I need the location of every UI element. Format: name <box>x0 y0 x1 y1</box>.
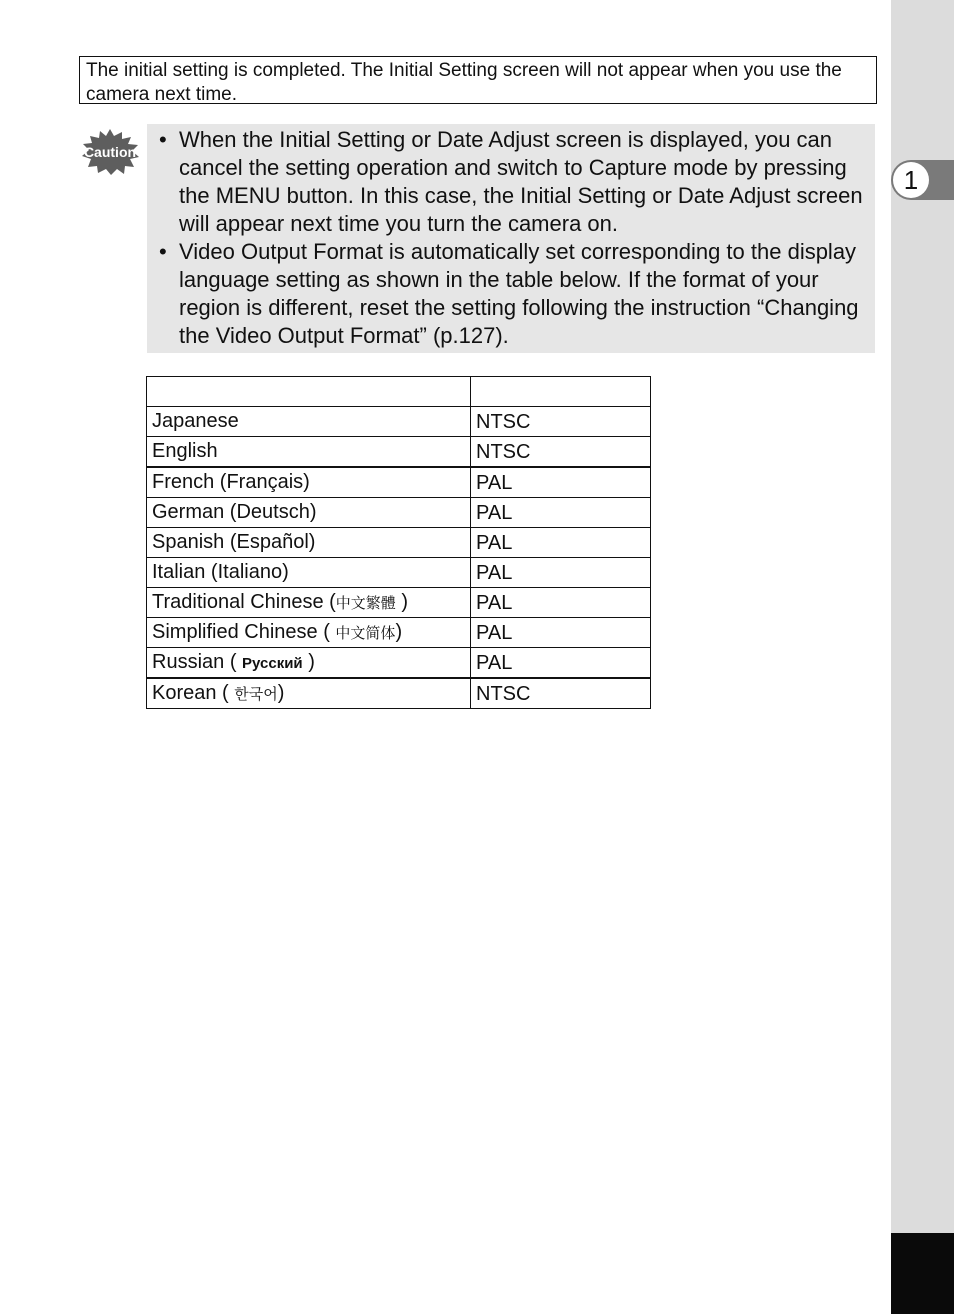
caution-box <box>147 124 875 353</box>
table-row <box>147 648 651 679</box>
format-cell: PAL <box>471 648 651 679</box>
format-cell: NTSC <box>471 407 651 437</box>
table-row <box>147 528 651 558</box>
format-cell: NTSC <box>471 437 651 468</box>
table-row <box>147 558 651 588</box>
language-cell: Italian (Italiano) <box>147 558 471 588</box>
language-cell: Russian ( Русский ) <box>147 648 471 679</box>
language-cell: German (Deutsch) <box>147 498 471 528</box>
bullet-dot: • <box>159 127 167 152</box>
caution-text: When the Initial Setting or Date Adjust screen is displayed, you can cancel the setting operation and switch to Capture mode by pressing the MENU button. In this case, the Initial Setting or Date Adjust screen will appear next time you turn the camera on. <box>179 127 863 236</box>
language-cell: Spanish (Español) <box>147 528 471 558</box>
language-cell: Traditional Chinese (中文繁體 ) <box>147 588 471 618</box>
language-cell: French (Français) <box>147 467 471 498</box>
caution-bullet <box>155 126 867 238</box>
table-row <box>147 678 651 709</box>
table-row <box>147 498 651 528</box>
bullet-dot: • <box>159 239 167 264</box>
language-cell: Korean ( 한국어) <box>147 678 471 709</box>
table-row <box>147 407 651 437</box>
format-cell: NTSC <box>471 678 651 709</box>
format-cell: PAL <box>471 467 651 498</box>
chapter-number: 1 <box>893 162 929 198</box>
table-row <box>147 618 651 648</box>
table-header-row <box>147 377 651 407</box>
language-video-format-table <box>146 376 651 709</box>
caution-icon <box>80 128 140 176</box>
format-cell: PAL <box>471 588 651 618</box>
language-cell: Japanese <box>147 407 471 437</box>
format-cell: PAL <box>471 558 651 588</box>
header-language <box>147 377 471 407</box>
page-corner-block <box>891 1233 954 1314</box>
table-row <box>147 467 651 498</box>
caution-text: Video Output Format is automatically set corresponding to the display language setting as shown in the table below. If the format of your region is different, reset the setting following the instruction “Changing the Video Output Format” (p.127). <box>179 239 859 348</box>
format-cell: PAL <box>471 498 651 528</box>
language-cell: Simplified Chinese ( 中文简体) <box>147 618 471 648</box>
caution-bullet <box>155 238 867 350</box>
completion-note: The initial setting is completed. The Initial Setting screen will not appear when you use the camera next time. <box>79 56 877 104</box>
format-cell: PAL <box>471 528 651 558</box>
table-row <box>147 437 651 468</box>
header-format <box>471 377 651 407</box>
caution-icon-label: Caution <box>83 144 137 160</box>
language-cell: English <box>147 437 471 468</box>
table-row <box>147 588 651 618</box>
format-cell: PAL <box>471 618 651 648</box>
